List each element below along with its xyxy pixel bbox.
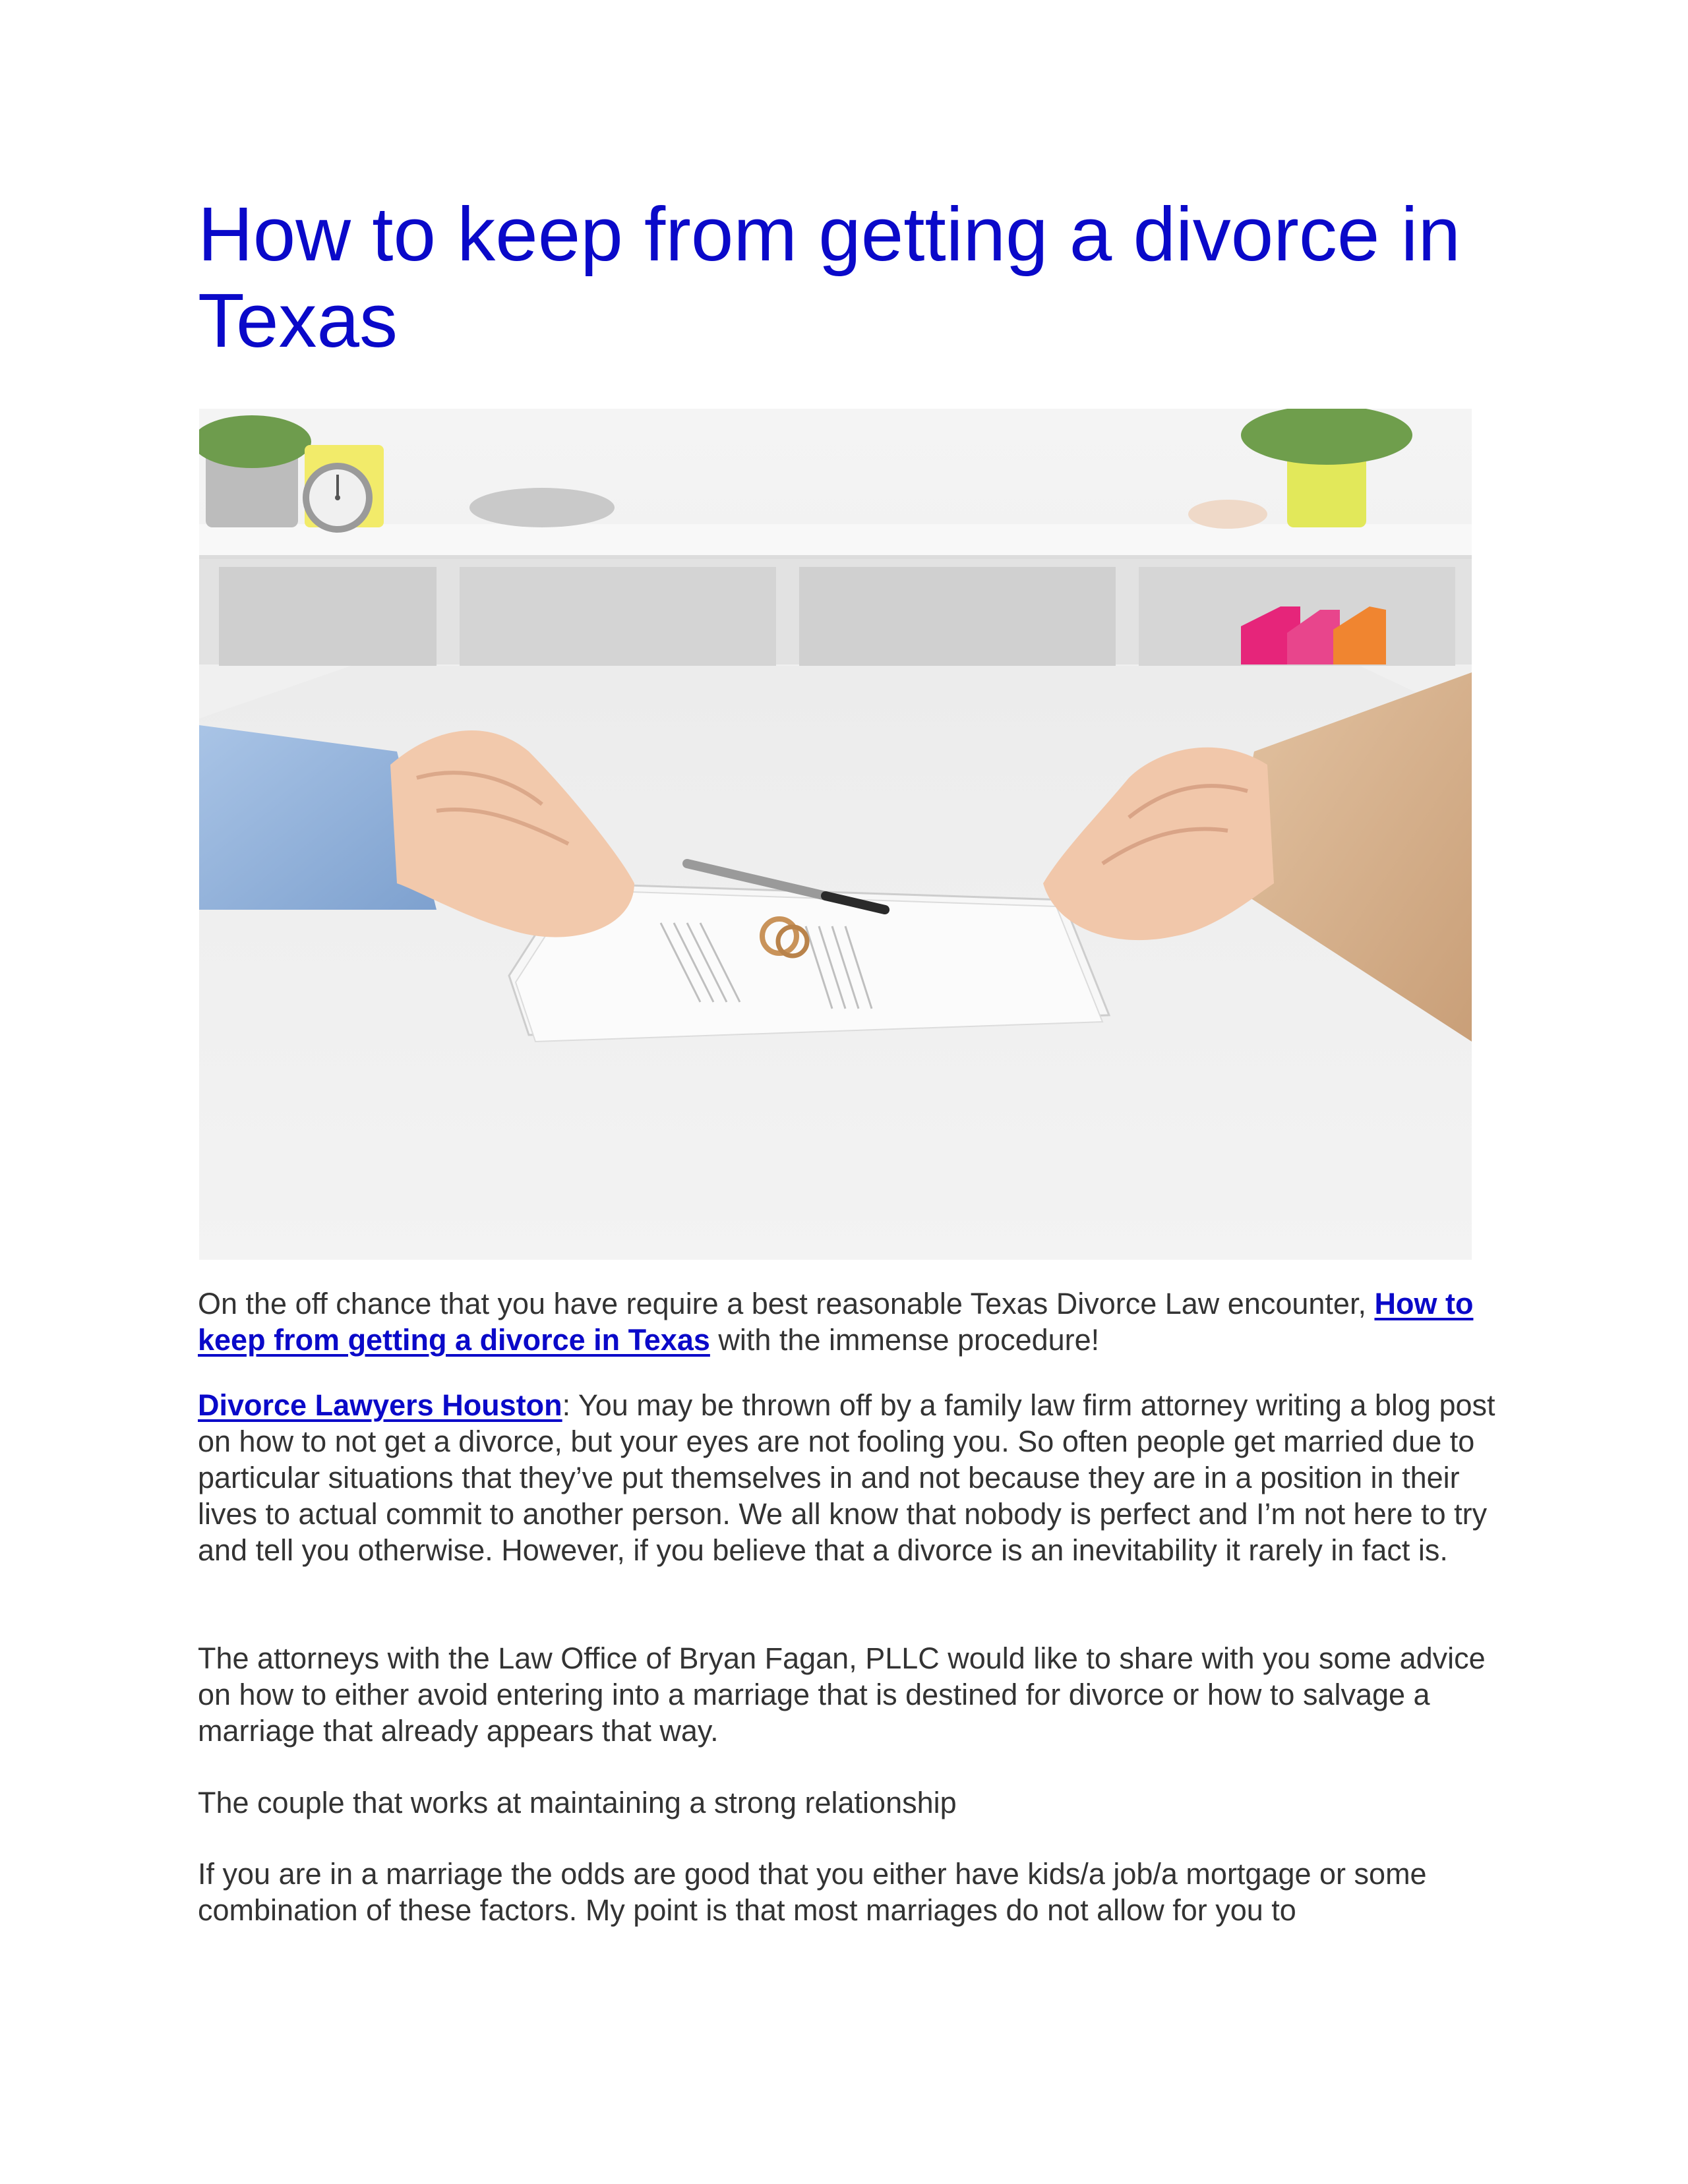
page-title: How to keep from getting a divorce in Texas [198,191,1461,363]
lawyers-paragraph-text: : You may be thrown off by a family law firm attorney writing a blog post on how to not get a divorce, but your eyes are not fooling you. So often people get married due to particular situations that they’ve put themselves in and not because they are in a position in their lives to actual commit to another person. We all know that nobody is perfect and I’m not here to try and tell you otherwise. However, if you believe that a divorce is an inevitability it rarely in fact is. [198,1388,1495,1567]
intro-paragraph [198,1285,1510,1358]
lawyers-paragraph [198,1387,1510,1568]
intro-text-before-link: On the off chance that you have require a best reasonable Texas Divorce Law encounter, [198,1287,1375,1320]
intro-text-after-link: with the immense procedure! [709,1323,1100,1357]
attorneys-paragraph: The attorneys with the Law Office of Bryan Fagan, PLLC would like to share with you some advice on how to either avoid entering into a marriage that is destined for divorce or how to salvage a marriage that already appears that way. [198,1641,1486,1748]
section-heading: The couple that works at maintaining a strong relationship [198,1786,957,1819]
couple-hands-illustration [199,409,1472,1260]
marriage-paragraph: If you are in a marriage the odds are good that you either have kids/a job/a mortgage or some combination of these factors. My point is that most marriages do not allow for you to [198,1857,1427,1927]
intro-link[interactable]: How to keep from getting a divorce in Texas [198,1287,1474,1357]
hero-photo [199,409,1472,1260]
divorce-lawyers-houston-link[interactable]: Divorce Lawyers Houston [198,1388,562,1422]
